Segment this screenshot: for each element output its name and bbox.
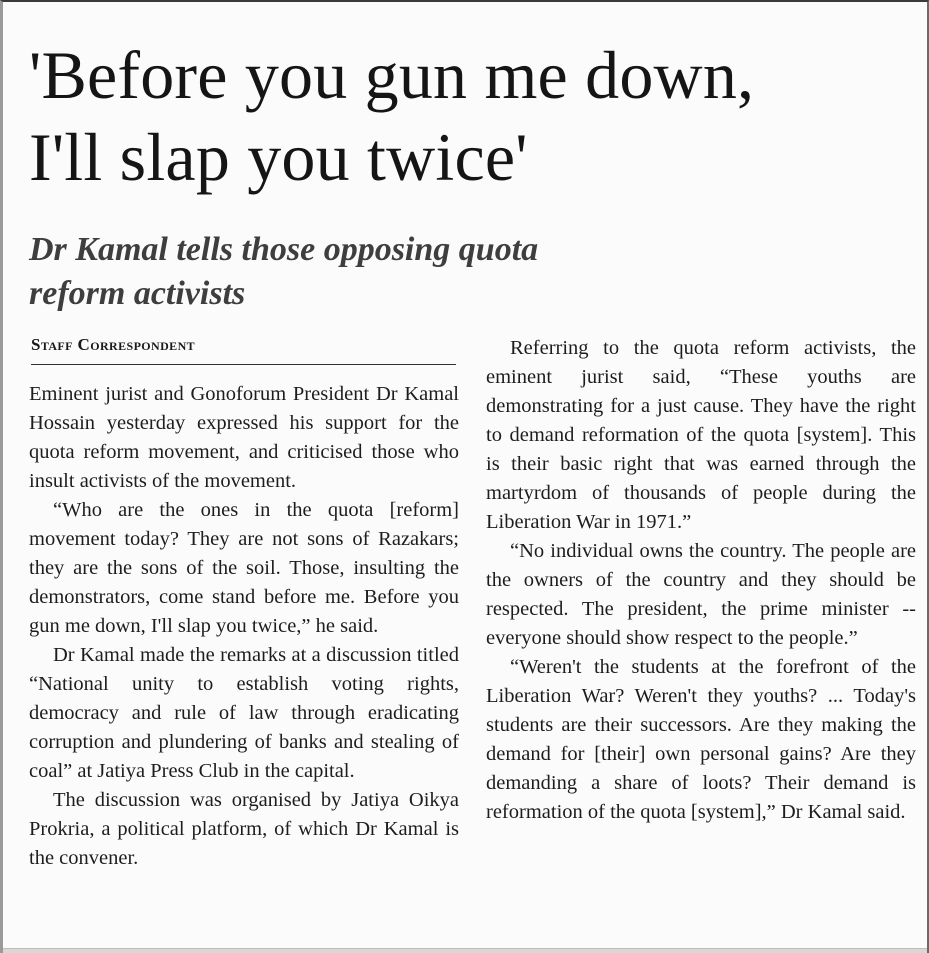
article-column-left: [29, 380, 459, 873]
paragraph: “Weren't the students at the forefront of the Liberation War? Weren't they youths? ... Today's students are their successors. Are they making the demand for [their] own personal gains? Are they demanding a share of loots? Their demand is reformation of the quota [system],” Dr Kamal said.: [486, 656, 916, 823]
headline: [29, 34, 919, 198]
byline: Staff Correspondent: [31, 335, 456, 365]
subheadline-line-1: Dr Kamal tells those opposing quota: [29, 231, 539, 268]
headline-line-1: 'Before you gun me down,: [29, 37, 755, 113]
headline-line-2: I'll slap you twice': [29, 119, 528, 195]
paragraph: Eminent jurist and Gonoforum President Dr Kamal Hossain yesterday expressed his support for the quota reform movement, and criticised those who insult activists of the movement.: [29, 383, 459, 492]
paragraph: Referring to the quota reform activists, the eminent jurist said, “These youths are demonstrating for a just cause. They have the right to demand reformation of the quota [system]. This is their basic right that was earned through the martyrdom of thousands of people during the Liberation War in 1971.”: [486, 337, 916, 533]
article-column-right: [486, 334, 916, 827]
paragraph: Dr Kamal made the remarks at a discussion titled “National unity to establish voting rights, democracy and rule of law through eradicating corruption and plundering of banks and stealing of coal” at Jatiya Press Club in the capital.: [29, 644, 459, 782]
paragraph: The discussion was organised by Jatiya Oikya Prokria, a political platform, of which Dr Kamal is the convener.: [29, 789, 459, 869]
paragraph: “No individual owns the country. The people are the owners of the country and they should be respected. The president, the prime minister -- everyone should show respect to the people.”: [486, 540, 916, 649]
bottom-divider: [3, 948, 927, 953]
subheadline: [29, 228, 729, 316]
paragraph: “Who are the ones in the quota [reform] movement today? They are not sons of Razakars; they are the sons of the soil. Those, insulting the demonstrators, come stand before me. Before you gun me down, I'll slap you twice,” he said.: [29, 499, 459, 637]
subheadline-line-2: reform activists: [29, 275, 246, 312]
